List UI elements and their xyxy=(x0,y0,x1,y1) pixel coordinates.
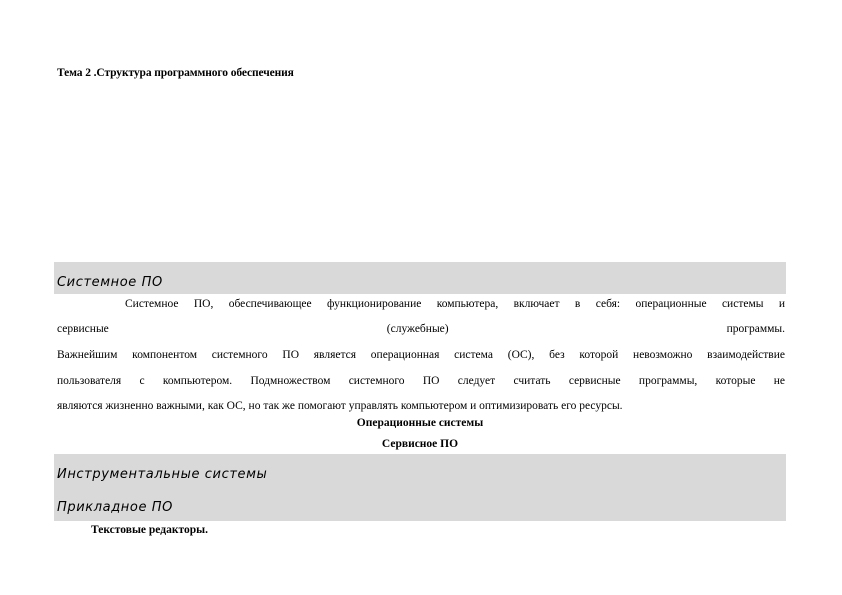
section-system-software xyxy=(54,262,786,294)
paragraph-line: пользователя с компьютером. Подмножеством системного ПО следует считать сервисные программы, которые не xyxy=(57,375,785,387)
word-service: сервисные xyxy=(57,323,109,335)
paragraph-line xyxy=(57,322,785,336)
subheading-service-software: Сервисное ПО xyxy=(381,438,459,450)
list-item-text-editors: Текстовые редакторы. xyxy=(91,524,208,536)
section-heading-instrumental: Инструментальные системы xyxy=(57,467,268,482)
paragraph-line: Важнейшим компонентом системного ПО является операционная система (ОС), без которой невозможно взаимодействие xyxy=(57,349,785,361)
section-heading-system: Системное ПО xyxy=(57,275,163,290)
paragraph-line: Системное ПО, обеспечивающее функционирование компьютера, включает в себя: операционные системы и xyxy=(125,298,785,310)
subheading-operating-systems: Операционные системы xyxy=(356,417,484,429)
word-auxiliary: (служебные) xyxy=(386,323,449,335)
page-title: Тема 2 .Структура программного обеспечения xyxy=(57,67,294,79)
section-heading-applied: Прикладное ПО xyxy=(57,500,173,515)
paragraph-line: являются жизненно важными, как ОС, но так же помогают управлять компьютером и оптимизировать его ресурсы. xyxy=(57,400,623,412)
section-tools-and-applied xyxy=(54,454,786,521)
word-programs: программы. xyxy=(726,323,785,335)
